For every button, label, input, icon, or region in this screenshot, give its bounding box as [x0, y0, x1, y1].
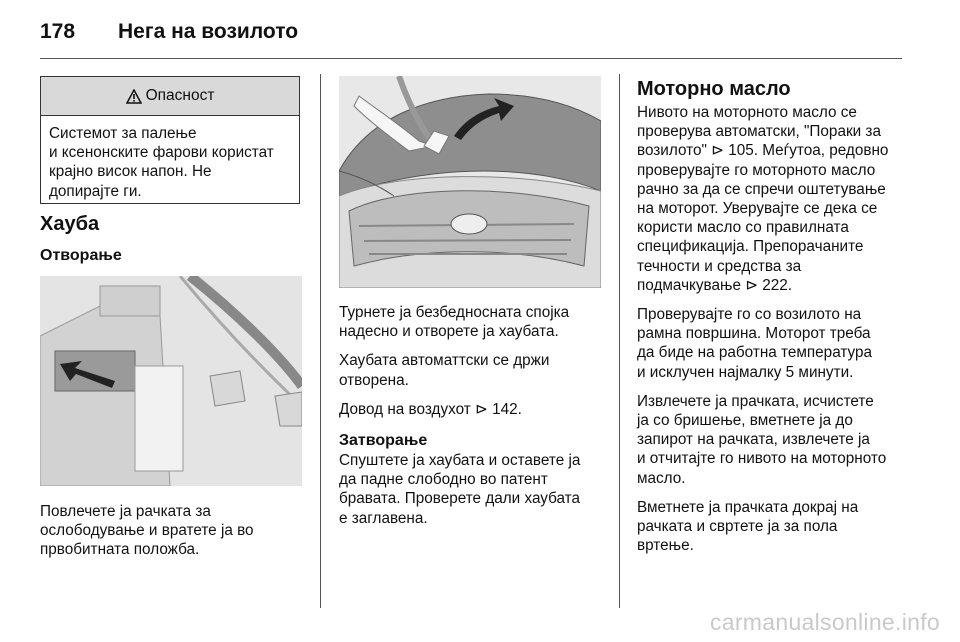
warning-line: крајно висок напон. Не	[49, 163, 212, 181]
caption-line: Повлечете ја рачката за	[40, 503, 211, 520]
reference-text: Довод на воздухот	[339, 400, 471, 418]
caption-line: првобитната положба.	[40, 541, 200, 559]
paragraph-line: рачката и свртете ја за пола	[637, 518, 838, 536]
air-intake-reference	[339, 400, 609, 419]
hood-release-illustration	[40, 276, 302, 486]
warning-line: Системот за палење	[49, 125, 197, 142]
paragraph-line: запирот на рачката, извлечете ја	[637, 431, 870, 449]
car-front-drawing	[339, 76, 601, 288]
paragraph-line: и отчитајте го нивото на моторното	[637, 450, 887, 468]
paragraph-line: Вметнете ја прачката докрај на	[637, 498, 859, 516]
paragraph-line: Турнете ја безбедносната спојка	[339, 304, 570, 321]
paragraph-line: отворена.	[339, 371, 409, 389]
reference-page[interactable]: 105. Меѓутоа, редовно	[728, 142, 889, 160]
paragraph-line: Спуштете ја хаубата и оставете ја	[339, 452, 581, 470]
paragraph-line: и исклучен најмалку 5 минути.	[637, 363, 854, 381]
paragraph-line: течности и средства за	[637, 257, 802, 275]
warning-title: Опасност	[145, 87, 215, 104]
reference-page[interactable]: 222.	[762, 276, 793, 294]
paragraph-line	[637, 276, 917, 295]
column-divider-1	[320, 74, 321, 608]
reference-arrow-icon: ⊳	[745, 276, 759, 294]
reference-arrow-icon: ⊳	[711, 142, 724, 160]
paragraph-line: Нивото на моторното масло се	[637, 104, 857, 121]
warning-icon	[126, 89, 142, 104]
reference-arrow-icon: ⊳	[475, 400, 488, 418]
paragraph-line: користи масло со правилната	[637, 219, 849, 237]
paragraph-line: е заглавена.	[339, 509, 428, 527]
paragraph-line: да падне слободно во патент	[339, 471, 548, 489]
opening-heading: Отворање	[40, 247, 122, 264]
text-span: подмачкување	[637, 276, 741, 294]
page-title: Нега на возилото	[118, 20, 299, 43]
paragraph-line: рачно за да се спречи оштетување	[637, 180, 886, 198]
warning-header	[41, 77, 299, 116]
paragraph-line: ја со бришење, вметнете ја до	[637, 412, 853, 430]
hood-heading: Хауба	[40, 213, 100, 235]
hood-opening-illustration	[339, 76, 601, 288]
paragraph-line: рамна површина. Моторот треба	[637, 325, 871, 343]
paragraph-line: вртење.	[637, 537, 694, 555]
middle-column-text	[339, 303, 609, 528]
paragraph-line: надесно и отворете ја хаубата.	[339, 323, 559, 341]
warning-text	[41, 116, 299, 201]
reference-page[interactable]: 142.	[492, 400, 522, 418]
page-number: 178	[40, 20, 76, 43]
text-span: возилото"	[637, 142, 707, 160]
paragraph-line: на моторот. Уверувајте се дека се	[637, 200, 878, 218]
paragraph-line: бравата. Проверете дали хаубата	[339, 490, 581, 508]
page-header	[40, 14, 920, 54]
paragraph-line: да биде на работна температура	[637, 344, 873, 362]
hood-release-caption	[40, 502, 254, 560]
paragraph-line: Проверувајте го со возилото на	[637, 306, 862, 324]
engine-oil-section	[637, 76, 917, 555]
paragraph-line: проверувајте го моторното масло	[637, 161, 876, 179]
hood-release-drawing	[40, 276, 302, 486]
paragraph-line: Хаубата автоматтски се држи	[339, 352, 550, 370]
warning-line: и ксенонските фарови користат	[49, 144, 274, 162]
paragraph-line: спецификација. Препорачаните	[637, 238, 864, 256]
paragraph-line: масло.	[637, 469, 686, 487]
caption-line: ослободување и вратете ја во	[40, 522, 254, 540]
closing-heading: Затворање	[339, 432, 428, 450]
header-divider	[40, 58, 902, 59]
paragraph-line: Извлечете ја прачката, исчистете	[637, 392, 874, 410]
column-divider-2	[619, 74, 620, 608]
engine-oil-heading: Моторно масло	[637, 78, 791, 100]
paragraph-line: проверува автоматски, "Пораки за	[637, 123, 881, 141]
warning-line: допирајте ги.	[49, 182, 142, 200]
watermark: carmanualsonline.info	[709, 609, 940, 635]
paragraph-line	[637, 141, 917, 160]
warning-box	[40, 76, 300, 204]
